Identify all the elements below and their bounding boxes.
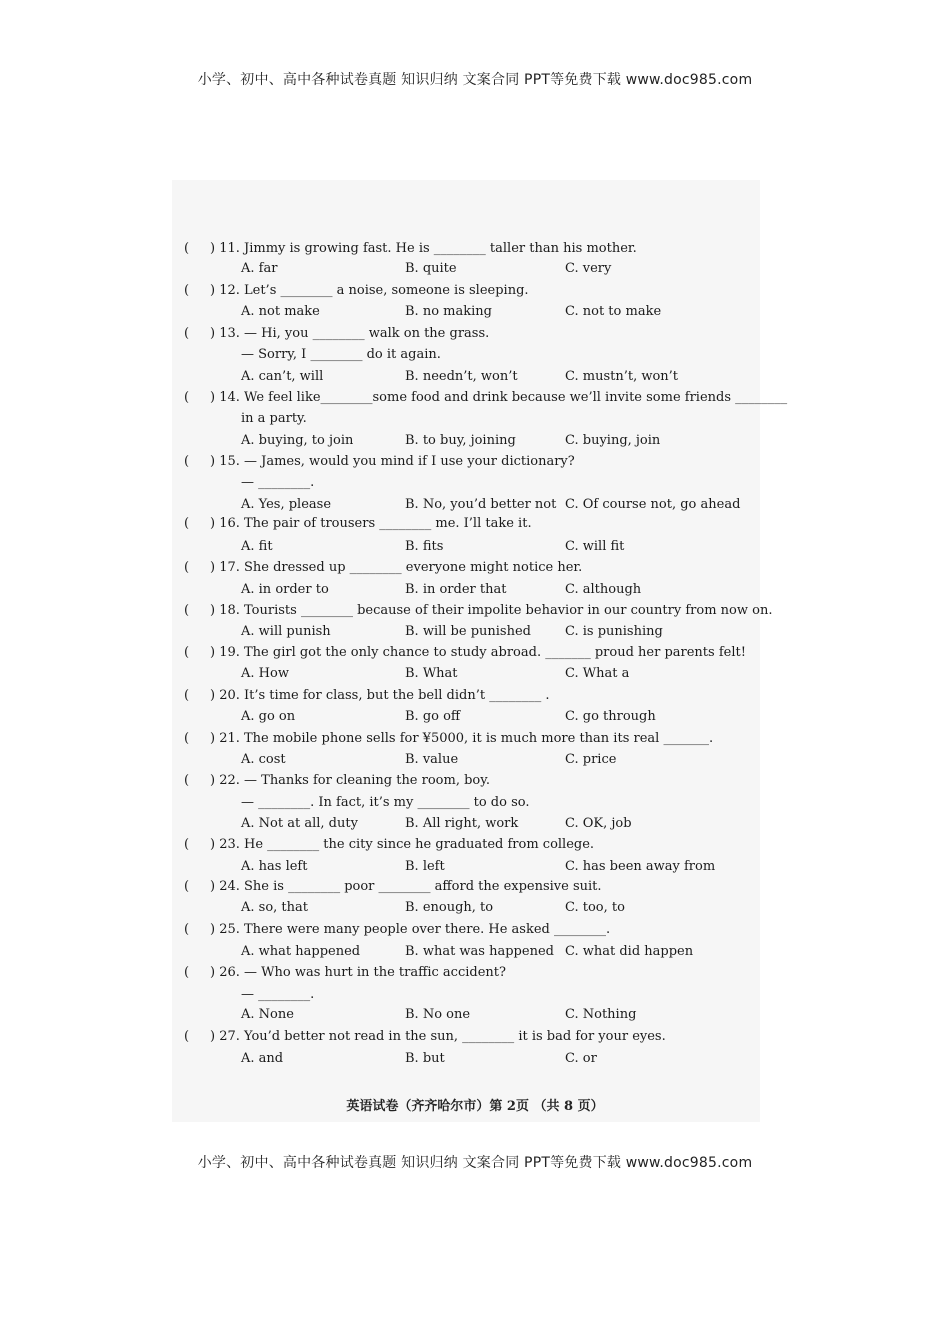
question-stem: ) 27. You’d better not read in the sun, ________ it is bad for your eyes. (210, 1029, 666, 1044)
option-b: B. will be punished (405, 624, 531, 639)
option-a: A. Not at all, duty (241, 816, 358, 831)
option-b: B. to buy, joining (405, 433, 516, 448)
question-stem: ) 20. It’s time for class, but the bell didn’t ________ . (210, 688, 550, 703)
option-a: A. has left (241, 859, 308, 874)
option-a: A. None (241, 1007, 294, 1022)
page-footer: 英语试卷（齐齐哈尔市）第 2页 （共 8 页） (346, 1099, 604, 1114)
option-c: C. not to make (565, 304, 662, 319)
option-a: A. so, that (241, 900, 308, 915)
option-a: A. buying, to join (241, 433, 354, 448)
option-a: A. what happened (241, 944, 361, 959)
option-b: B. What (405, 666, 458, 681)
option-c: C. has been away from (565, 859, 716, 874)
option-b: B. go off (405, 709, 461, 724)
option-b: B. fits (405, 539, 444, 554)
question-stem: ) 22. — Thanks for cleaning the room, boy. (210, 773, 490, 788)
option-b: B. No, you’d better not (405, 497, 557, 512)
option-c: C. is punishing (565, 624, 663, 639)
answer-bracket: ( (184, 283, 190, 298)
header-banner: 小学、初中、高中各种试卷真题 知识归纳 文案合同 PPT等免费下载 www.doc985.com (197, 72, 753, 88)
option-a: A. can’t, will (241, 369, 324, 384)
answer-bracket: ( (184, 516, 190, 531)
option-b: B. needn’t, won’t (405, 369, 518, 384)
answer-bracket: ( (184, 965, 190, 980)
option-b: B. left (405, 859, 445, 874)
question-stem: ) 15. — James, would you mind if I use your dictionary? (210, 454, 575, 469)
option-b: B. what was happened (405, 944, 554, 959)
question-stem: ) 12. Let’s ________ a noise, someone is sleeping. (210, 283, 529, 298)
answer-bracket: ( (184, 603, 190, 618)
question-stem: ) 14. We feel like________some food and drink because we’ll invite some friends ________ (210, 390, 788, 405)
option-a: A. Yes, please (241, 497, 332, 512)
question-stem: ) 19. The girl got the only chance to study abroad. _______ proud her parents felt! (210, 645, 746, 660)
answer-bracket: ( (184, 922, 190, 937)
option-c: C. OK, job (565, 816, 632, 831)
option-c: C. What a (565, 666, 630, 681)
question-stem: ) 17. She dressed up ________ everyone might notice her. (210, 560, 583, 575)
question-stem: ) 23. He ________ the city since he graduated from college. (210, 837, 595, 852)
option-c: C. too, to (565, 900, 625, 915)
question-continuation: — Sorry, I ________ do it again. (241, 347, 441, 362)
question-stem: ) 11. Jimmy is growing fast. He is ________ taller than his mother. (210, 241, 637, 256)
question-stem: ) 21. The mobile phone sells for ¥5000, it is much more than its real _______. (210, 731, 714, 746)
answer-bracket: ( (184, 1029, 190, 1044)
option-b: B. quite (405, 261, 457, 276)
answer-bracket: ( (184, 241, 190, 256)
footer-banner: 小学、初中、高中各种试卷真题 知识归纳 文案合同 PPT等免费下载 www.doc985.com (197, 1155, 753, 1171)
option-c: C. will fit (565, 539, 625, 554)
option-c: C. buying, join (565, 433, 661, 448)
option-a: A. in order to (241, 582, 329, 597)
option-c: C. what did happen (565, 944, 694, 959)
option-b: B. No one (405, 1007, 471, 1022)
answer-bracket: ( (184, 879, 190, 894)
answer-bracket: ( (184, 454, 190, 469)
option-c: C. go through (565, 709, 656, 724)
question-stem: ) 26. — Who was hurt in the traffic accident? (210, 965, 506, 980)
option-c: C. Of course not, go ahead (565, 497, 741, 512)
question-stem: ) 24. She is ________ poor ________ afford the expensive suit. (210, 879, 602, 894)
option-c: C. Nothing (565, 1007, 637, 1022)
question-continuation: — ________. (241, 987, 315, 1002)
answer-bracket: ( (184, 731, 190, 746)
option-c: C. or (565, 1051, 597, 1066)
answer-bracket: ( (184, 326, 190, 341)
question-continuation: — ________. (241, 475, 315, 490)
question-stem: ) 18. Tourists ________ because of their impolite behavior in our country from now on. (210, 603, 773, 618)
answer-bracket: ( (184, 837, 190, 852)
option-a: A. How (241, 666, 289, 681)
option-a: A. cost (241, 752, 286, 767)
answer-bracket: ( (184, 560, 190, 575)
option-c: C. price (565, 752, 617, 767)
option-b: B. enough, to (405, 900, 494, 915)
option-b: B. All right, work (405, 816, 519, 831)
option-a: A. not make (241, 304, 320, 319)
answer-bracket: ( (184, 773, 190, 788)
answer-bracket: ( (184, 688, 190, 703)
question-continuation: — ________. In fact, it’s my ________ to do so. (241, 795, 530, 810)
answer-bracket: ( (184, 390, 190, 405)
option-b: B. in order that (405, 582, 507, 597)
option-a: A. and (241, 1051, 284, 1066)
option-c: C. very (565, 261, 612, 276)
question-stem: ) 16. The pair of trousers ________ me. I’ll take it. (210, 516, 532, 531)
question-stem: ) 25. There were many people over there. He asked ________. (210, 922, 611, 937)
question-continuation: in a party. (241, 411, 307, 426)
option-a: A. fit (241, 539, 273, 554)
option-a: A. far (241, 261, 278, 276)
option-a: A. will punish (241, 624, 331, 639)
option-c: C. although (565, 582, 642, 597)
option-a: A. go on (241, 709, 296, 724)
answer-bracket: ( (184, 645, 190, 660)
option-b: B. but (405, 1051, 445, 1066)
option-b: B. no making (405, 304, 492, 319)
option-c: C. mustn’t, won’t (565, 369, 679, 384)
option-b: B. value (405, 752, 459, 767)
question-stem: ) 13. — Hi, you ________ walk on the grass. (210, 326, 490, 341)
